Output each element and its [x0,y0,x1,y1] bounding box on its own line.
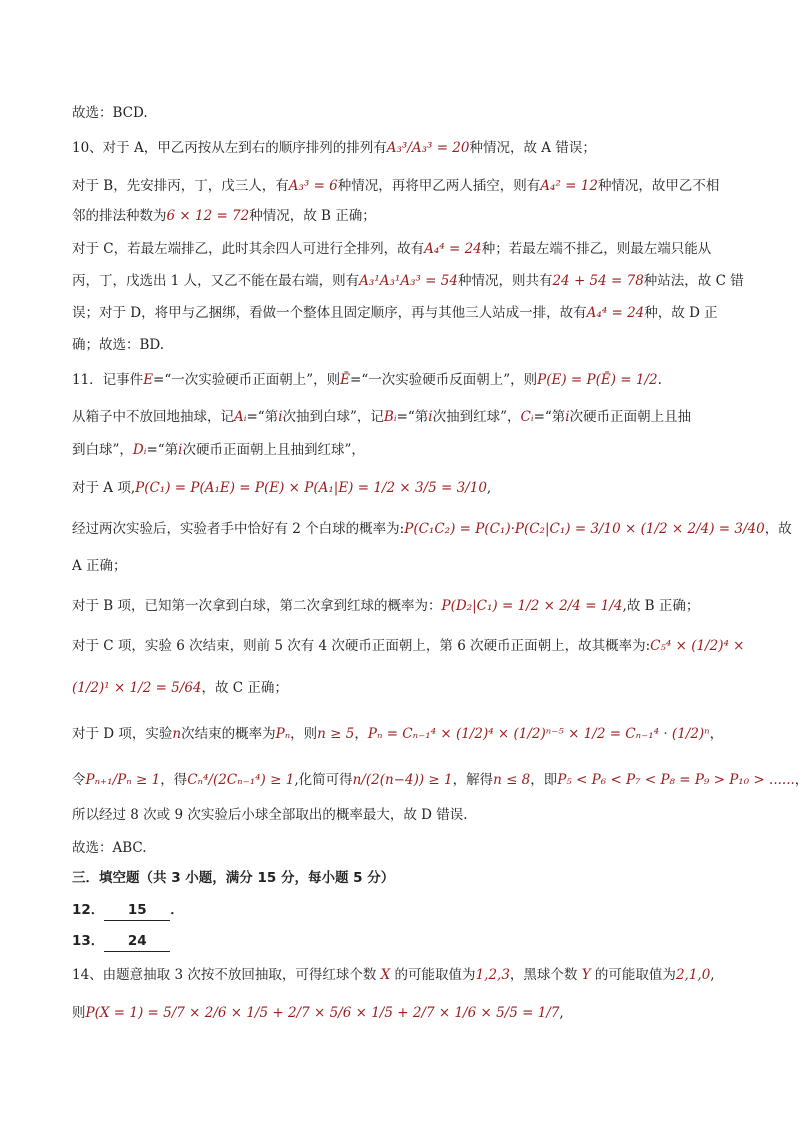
text-run: =“第 [396,409,429,425]
text-run: 的可能取值为 [590,967,676,983]
text-line-l16 [72,636,744,656]
math-expression: E [143,372,154,388]
math-expression: X [380,967,391,983]
text-run: =“一次实验硬币反面朝上”，则 [350,372,538,388]
math-expression: Pₙ₊₁/Pₙ ≥ 1 [85,772,161,788]
text-line-l07 [72,303,718,323]
text-run: 种站法，故 C 错 [643,273,744,289]
math-expression: n [172,726,182,742]
math-expression: 2,1,0 [675,967,711,983]
text-run: , [559,1005,564,1021]
text-line-l13 [72,519,792,539]
text-run: 到白球”， [72,442,133,458]
text-run: 令 [72,772,86,788]
math-expression: P(E) = P(Ē) = 1/2 [537,372,658,388]
text-line-l23 [72,900,184,921]
text-run: 次结束的概率为 [181,726,276,742]
text-line-l18 [72,724,723,744]
text-run: 对于 B，先安排丙，丁，戊三人，有 [72,178,289,194]
text-run: ， [354,726,368,742]
text-line-l15 [72,596,699,616]
math-expression: n/(2(n−4)) ≥ 1 [352,772,453,788]
text-run: 次硬币正面朝上且抽到红球”， [182,442,365,458]
math-expression: Bᵢ [383,409,397,425]
text-run: 三．填空题（共 3 小题，满分 15 分，每小题 5 分） [72,870,395,886]
text-run: 14、由题意抽取 3 次按不放回抽取，可得红球个数 [72,967,381,983]
answer-blank: 24 [104,931,170,952]
text-run: ，即 [530,772,558,788]
math-expression: i [428,409,433,425]
text-line-l12 [72,478,491,498]
text-run: 误；对于 D，将甲与乙捆绑，看做一个整体且固定顺序，再与其他三人站成一排，故有 [72,305,587,321]
math-expression: i [565,409,570,425]
text-line-l24 [72,931,170,952]
text-run: =“第 [146,442,179,458]
text-run: 13． [72,933,105,949]
math-expression: A₄⁴ = 24 [586,305,645,321]
math-expression: P(X = 1) = 5/7 × 2/6 × 1/5 + 2/7 × 5/6 × 1/5 + 2/7 × 1/6 × 5/5 = 1/7 [85,1005,560,1021]
math-expression: A₃³ = 6 [288,178,338,194]
text-run: ， [794,772,808,788]
text-run: ，黑球个数 [509,967,582,983]
math-expression: i [178,442,183,458]
text-run: A 正确； [72,558,127,574]
text-line-l14 [72,556,127,576]
math-expression: (1/2)¹ × 1/2 = 5/64 [72,680,202,696]
text-line-l19 [72,770,808,790]
math-expression: P₅ < P₆ < P₇ < P₈ = P₉ > P₁₀ > ...... [557,772,795,788]
math-expression: C₅⁴ × (1/2)⁴ × [650,638,745,654]
text-run: =“第 [246,409,279,425]
text-line-l09 [72,370,662,390]
text-line-l22 [72,868,394,888]
text-run: ， [709,726,724,742]
text-run: 对于 A 项, [72,480,136,496]
math-expression: 6 × 12 = 72 [166,208,250,224]
math-expression: Aᵢ [234,409,247,425]
math-expression: P(C₁C₂) = P(C₁)·P(C₂|C₁) = 3/10 × (1/2 × 2/4) = 3/40 [404,521,765,537]
math-expression: i [278,409,283,425]
text-run: , [710,967,715,983]
text-line-l26 [72,1003,564,1023]
text-run: 对于 C 项，实验 6 次结束，则前 5 次有 4 次硬币正面朝上，第 6 次硬币正面朝上，故其概率为: [72,638,651,654]
text-run: ，故 C 正确； [201,680,288,696]
math-expression: Pₙ = Cₙ₋₁⁴ × (1/2)⁴ × (1/2)ⁿ⁻⁵ × 1/2 = Cₙ₋₁⁴ · (1/2)ⁿ [367,726,710,742]
text-line-l04 [72,206,376,226]
text-run: 对于 D 项，实验 [72,726,173,742]
text-run: 确；故选：BD. [72,337,165,353]
text-run: 从箱子中不放回地抽球，记 [72,409,234,425]
text-run: 次抽到红球”， [432,409,521,425]
math-expression: Cᵢ [520,409,534,425]
math-expression: Dᵢ [132,442,147,458]
text-run: 种情况，故甲乙不相 [597,178,720,194]
math-expression: A₃³/A₃³ = 20 [386,140,470,156]
text-run: 则 [72,1005,86,1021]
text-line-l25 [72,965,715,985]
text-line-l08 [72,335,164,355]
text-run: 所以经过 8 次或 9 次实验后小球全部取出的概率最大，故 D 错误. [72,807,468,823]
text-line-l21 [72,838,147,858]
math-expression: P(C₁) = P(A₁E) = P(E) × P(A₁|E) = 1/2 × 3/5 = 3/10 [135,480,487,496]
text-run: =“第 [533,409,566,425]
text-line-l05 [72,239,711,259]
math-expression: 1,2,3 [475,967,510,983]
text-run: 种，故 D 正 [644,305,718,321]
text-run: 种情况，再将甲乙两人插空，则有 [337,178,541,194]
text-run: 次硬币正面朝上且抽 [569,409,692,425]
math-expression: Y [581,967,591,983]
text-line-l01 [72,103,148,123]
math-expression: 24 + 54 = 78 [552,273,644,289]
math-expression: Ē [340,372,351,388]
text-run: 次抽到白球”，记 [282,409,384,425]
math-expression: Pₙ [275,726,291,742]
math-expression: n ≥ 5 [317,726,355,742]
text-run: 对于 B 项，已知第一次拿到白球，第二次拿到红球的概率为： [72,598,442,614]
math-expression: A₄⁴ = 24 [424,241,482,257]
text-run: 丙，丁，戊选出 1 人，又乙不能在最右端，则有 [72,273,360,289]
math-expression: Cₙ⁴/(2Cₙ₋₁⁴) ≥ 1 [187,772,295,788]
text-line-l11 [72,440,365,460]
text-run: ，故 [764,521,792,537]
text-run: 故选：ABC. [72,840,147,856]
text-run: 种情况，则共有 [457,273,553,289]
text-run: 种；若最左端不排乙，则最左端只能从 [481,241,712,257]
text-line-l06 [72,271,744,291]
text-run: 经过两次实验后，实验者手中恰好有 2 个白球的概率为: [72,521,405,537]
text-run: , [486,480,492,496]
text-run: 10、对于 A，甲乙丙按从左到右的顺序排列的排列有 [72,140,387,156]
text-line-l17 [72,678,288,698]
text-run: 的可能取值为 [390,967,476,983]
text-run: ,故 B 正确； [622,598,700,614]
text-run: ，得 [160,772,188,788]
text-run: ，解得 [452,772,494,788]
text-run: 故选：BCD. [72,105,148,121]
text-run: 种情况，故 B 正确； [249,208,376,224]
answer-blank: 15 [104,900,170,921]
math-expression: A₄² = 12 [540,178,598,194]
text-run: 邻的排法种数为 [72,208,167,224]
text-line-l03 [72,176,719,196]
text-line-l20 [72,805,468,825]
text-run: 对于 C，若最左端排乙，此时其余四人可进行全排列，故有 [72,241,425,257]
text-line-l10 [72,407,691,427]
math-expression: n ≤ 8 [493,772,531,788]
math-expression: P(D₂|C₁) = 1/2 × 2/4 = 1/4 [441,598,623,614]
text-run: =“一次实验硬币正面朝上”，则 [153,372,341,388]
text-run: 12． [72,902,105,918]
text-run: 种情况，故 A 错误； [469,140,596,156]
text-run: ，则 [290,726,318,742]
math-expression: A₃¹A₃¹A₃³ = 54 [359,273,458,289]
text-run: . [657,372,662,388]
text-run: ． [170,902,184,918]
text-run: ,化简可得 [294,772,353,788]
text-line-l02 [72,138,596,158]
text-run: 11．记事件 [72,372,144,388]
